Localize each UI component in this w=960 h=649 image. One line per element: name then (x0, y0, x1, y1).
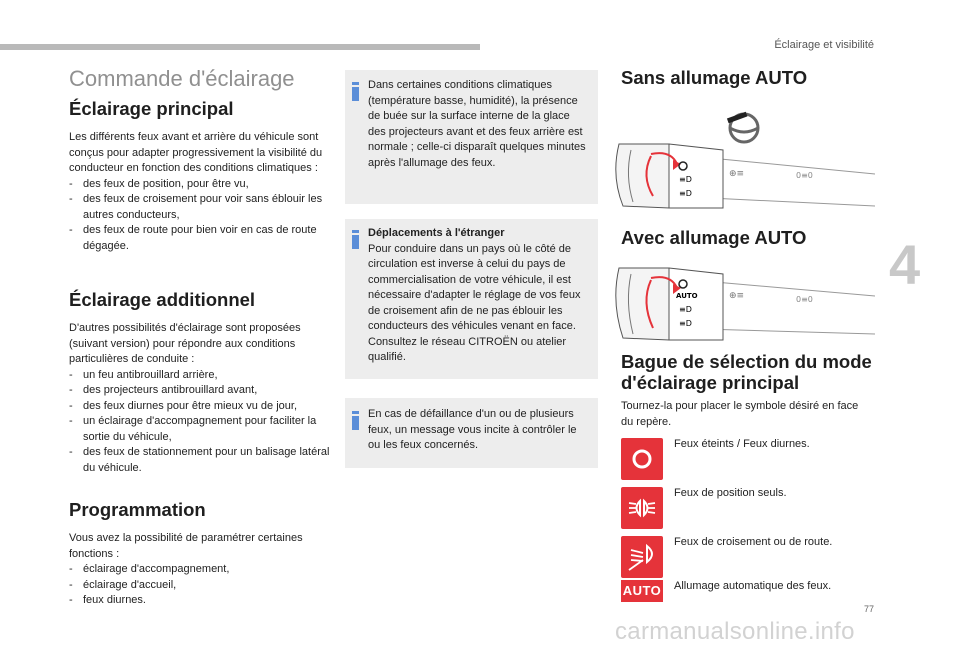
paragraph: Vous avez la possibilité de paramétrer certaines fonctions : (69, 532, 303, 560)
running-head: Éclairage et visibilité (774, 39, 874, 51)
info-icon (352, 411, 361, 430)
svg-text:≡D: ≡D (679, 305, 692, 314)
section-programmation (69, 531, 309, 609)
list-item: - des feux de stationnement pour un balisage latéral du véhicule. (69, 445, 331, 476)
mode-label: Feux de position seuls. (674, 487, 787, 499)
auto-lights-icon: AUTO (621, 580, 663, 602)
paragraph: D'autres possibilités d'éclairage sont proposées (suivant version) pour répondre aux conditions particulières de conduite : (69, 322, 301, 365)
bullet-list (69, 368, 331, 477)
section-eclairage-principal (69, 130, 331, 254)
info-icon (352, 82, 361, 101)
list-item: - éclairage d'accompagnement, (69, 562, 309, 578)
stalk-auto-label: AUTO (676, 292, 698, 300)
info-text: En cas de défaillance d'un ou de plusieurs feux, un message vous incite à contrôler le ou les feux concernés. (368, 408, 577, 451)
section-eclairage-additionnel (69, 321, 331, 476)
bullet-list (69, 177, 331, 255)
list-item: - un éclairage d'accompagnement pour faciliter la sortie du véhicule, (69, 414, 331, 445)
light-stalk-illustration (611, 106, 875, 221)
ring-intro: Tournez-la pour placer le symbole désiré en face du repère. (621, 400, 859, 428)
watermark: carmanualsonline.info (615, 618, 855, 645)
info-title: Déplacements à l'étranger (368, 227, 505, 239)
list-item: - des projecteurs antibrouillard avant, (69, 383, 331, 399)
light-stalk-auto-illustration (611, 262, 875, 347)
info-text: Pour conduire dans un pays où le côté de circulation est inverse à celui du pays de commercialisation de votre véhicule, il est nécessaire d'adapter le réglage de vos feux de croisement afin de ne pas éblouir les conducteurs des véhicules venant en face. Consultez le réseau CITROËN ou atelier qualifié. (368, 242, 581, 363)
page-number: 77 (863, 604, 874, 614)
svg-text:⊕≡: ⊕≡ (729, 169, 745, 179)
paragraph: Les différents feux avant et arrière du véhicule sont conçus pour adapter progressivement la visibilité du conducteur en fonction des conditions climatiques : (69, 131, 323, 174)
info-box-fogging (345, 70, 598, 204)
position-lights-icon (621, 487, 663, 529)
heading-bague-selection: Bague de sélection du mode d'éclairage principal (621, 351, 872, 393)
svg-text:≡D: ≡D (679, 319, 692, 328)
svg-text:0≡0: 0≡0 (796, 295, 813, 304)
list-item: - des feux de position, pour être vu, (69, 177, 331, 193)
heading-eclairage-principal: Éclairage principal (69, 98, 234, 119)
heading-programmation: Programmation (69, 499, 206, 520)
svg-text:0≡0: 0≡0 (796, 171, 813, 180)
svg-text:⊕≡: ⊕≡ (729, 291, 745, 301)
list-item: - un feu antibrouillard arrière, (69, 368, 331, 384)
steering-wheel-icon (727, 112, 758, 142)
list-item: - feux diurnes. (69, 593, 309, 609)
header-bar (0, 44, 480, 50)
bullet-list (69, 562, 309, 609)
mode-label: Allumage automatique des feux. (674, 580, 832, 592)
svg-text:≡D: ≡D (679, 175, 692, 184)
list-item: - des feux de croisement pour voir sans éblouir les autres conducteurs, (69, 192, 331, 223)
mode-label: Feux éteints / Feux diurnes. (674, 438, 810, 450)
info-icon (352, 230, 361, 249)
heading-avec-auto: Avec allumage AUTO (621, 227, 807, 248)
mode-label: Feux de croisement ou de route. (674, 536, 833, 548)
list-item: - éclairage d'accueil, (69, 578, 309, 594)
info-box-failure (345, 398, 598, 468)
dipped-beam-icon (621, 536, 663, 578)
lights-off-icon (621, 438, 663, 480)
heading-sans-auto: Sans allumage AUTO (621, 67, 808, 88)
chapter-number: 4 (889, 233, 921, 296)
svg-text:≡D: ≡D (679, 189, 692, 198)
info-text: Dans certaines conditions climatiques (température basse, humidité), la présence de buée sur la surface interne de la glace des projecteurs avant et des feux arrière est normale ; celle-ci disparaît quelques minutes après l'allumage des feux. (368, 79, 586, 169)
heading-eclairage-additionnel: Éclairage additionnel (69, 289, 256, 310)
list-item: - des feux diurnes pour être mieux vu de jour, (69, 399, 331, 415)
list-item: - des feux de route pour bien voir en cas de route dégagée. (69, 223, 331, 254)
info-box-abroad (345, 219, 598, 379)
page-title: Commande d'éclairage (69, 66, 295, 91)
